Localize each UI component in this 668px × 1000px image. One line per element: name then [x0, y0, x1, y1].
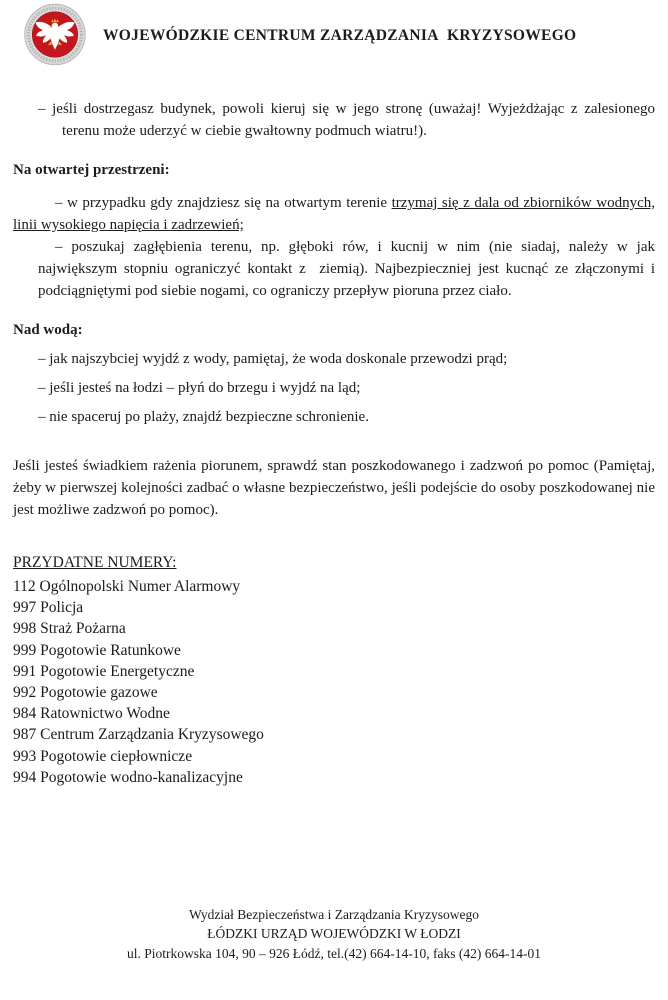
document-footer [0, 905, 668, 964]
water-list-item: – jeśli jesteś na łodzi – płyń do brzegu i wyjdź na ląd; [38, 380, 361, 396]
document-body [13, 98, 655, 788]
water-list-item: – jak najszybciej wyjdź z wody, pamiętaj, że woda doskonale przewodzi prąd; [38, 351, 508, 367]
useful-numbers-list [13, 576, 655, 788]
open-space-heading: Na otwartej przestrzeni: [13, 162, 170, 178]
open-space-item-1 [13, 192, 655, 236]
polish-eagle-seal-icon [22, 3, 88, 66]
useful-number-item: 112 Ogólnopolski Numer Alarmowy [13, 578, 241, 595]
water-list [13, 348, 655, 428]
useful-numbers-heading [13, 552, 655, 574]
useful-number-item: 993 Pogotowie ciepłownicze [13, 747, 193, 765]
useful-number-item: 991 Pogotowie Energetyczne [13, 662, 195, 680]
footer-office: ŁÓDZKI URZĄD WOJEWÓDZKI W ŁODZI [207, 926, 461, 941]
page-title: WOJEWÓDZKIE CENTRUM ZARZĄDZANIA KRYZYSOWEGO [103, 27, 577, 44]
water-list-item: – nie spaceruj po plaży, znajdź bezpieczne schronienie. [38, 409, 369, 425]
useful-number-item: 987 Centrum Zarządzania Kryzysowego [13, 726, 264, 744]
useful-number-item: 998 Straż Pożarna [13, 620, 126, 638]
witness-paragraph: Jeśli jesteś świadkiem rażenia piorunem, sprawdź stan poszkodowanego i zadzwoń po pomoc (Pamiętaj, żeby w pierwszej kolejności zadbać o własne bezpieczeństwo, jeśli podejście do osoby poszkodowanej nie jest możliwe zadzwoń po pomoc). [13, 458, 655, 518]
footer-address: ul. Piotrkowska 104, 90 – 926 Łódź, tel.(42) 664-14-10, faks (42) 664-14-01 [127, 945, 541, 961]
open-space-item-1-underlined-text: trzymaj się z dala od zbiorników wodnych, linii wysokiego napięcia i zadrzewień; [13, 195, 655, 233]
useful-number-item: 999 Pogotowie Ratunkowe [13, 641, 181, 659]
useful-number-item: 992 Pogotowie gazowe [13, 684, 158, 702]
open-space-item-2: – poszukaj zagłębienia terenu, np. głęboki rów, i kucnij w nim (nie siadaj, należy w jak największym stopniu ograniczyć kontakt z ziemią). Najbezpieczniej jest kucnąć ze złączonymi i podciągniętymi pod siebie nogami, co ograniczy przepływ pioruna przez ciało. [38, 239, 655, 299]
footer-department: Wydział Bezpieczeństwa i Zarządzania Kryzysowego [188, 906, 480, 922]
water-heading: Nad wodą: [13, 322, 83, 338]
useful-number-item: 994 Pogotowie wodno-kanalizacyjne [13, 768, 243, 786]
useful-number-item: 997 Policja [13, 599, 84, 617]
useful-number-item: 984 Ratownictwo Wodne [13, 705, 170, 723]
document-header [0, 0, 668, 70]
useful-numbers-heading-text: PRZYDATNE NUMERY: [13, 554, 177, 571]
forest-bullet-item: – jeśli dostrzegasz budynek, powoli kieruj się w jego stronę (uważaj! Wyjeżdżając z zalesionego terenu może uderzyć w ciebie gwałtowny podmuch wiatru!). [38, 101, 655, 139]
open-space-item-1-text: – w przypadku gdy znajdziesz się na otwartym terenie [55, 195, 392, 211]
